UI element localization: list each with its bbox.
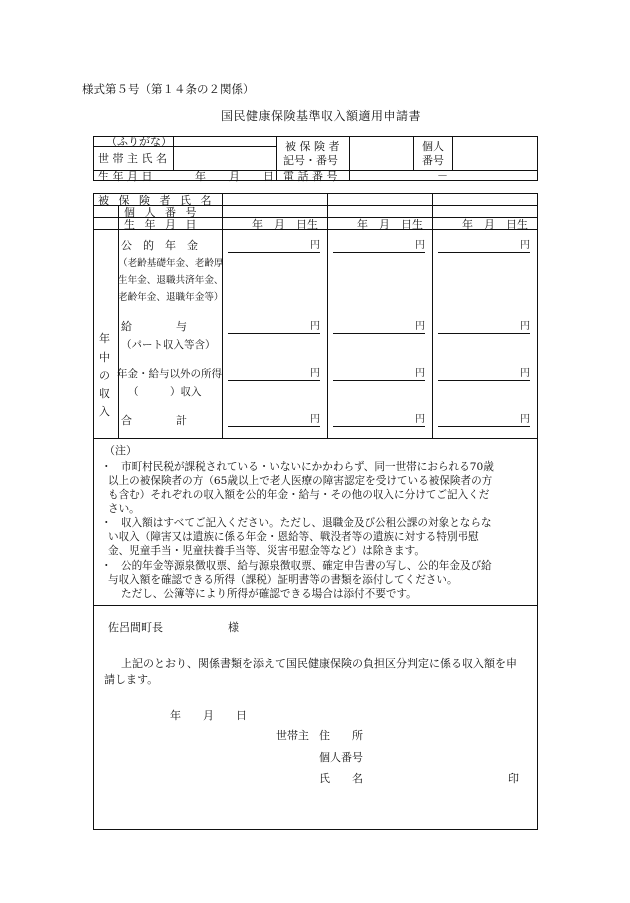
pension-note-3: 老齢年金、退職年金等） [118,292,224,303]
pension-amount-3[interactable] [438,240,530,253]
applicant-name-label: 氏 名 [319,772,363,785]
yen-unit: 円 [415,321,425,332]
other-income-label-2: （ ）収入 [128,386,202,398]
yen-unit: 円 [520,240,530,251]
person-number-label: 個 人 番 号 [124,206,200,219]
insured-label-left [276,136,277,181]
annual-income-char-2: 中 [99,351,110,364]
application-body-1: 上記のとおり、関係書類を添えて国民健康保険の負担区分判定に係る収入額を申 [121,657,517,670]
total-amount-1[interactable] [228,414,320,427]
note-bullet-1: ・ [101,461,112,473]
note-bullet-2: ・ [101,517,112,529]
person-3-left [432,193,433,438]
annual-income-char-4: 収 [99,387,110,400]
notes-bottom-divider [93,605,538,606]
total-amount-2[interactable] [333,414,425,427]
addressee: 佐呂間町長 [108,621,163,634]
salary-label: 給 与 [121,320,187,333]
annual-income-char-3: の [99,369,110,382]
phone-label: 電 話 番 号 [283,170,338,183]
yen-unit: 円 [520,414,530,425]
note-2-line-2: い収入（障害又は遺族に係る年金・恩給等、戦没者等の遺族に対する特別弔慰 [108,531,479,543]
householder-label: 世帯主 [276,729,309,742]
address-label: 住 所 [319,729,363,742]
note-1-line-4: さい。 [108,503,140,515]
note-2-line-1: 収入額はすべてご記入ください。ただし、退職金及び公租公課の対象とならな [121,517,492,529]
application-body-2: 請します。 [104,673,159,686]
note-1-line-3: も含む）それぞれの収入額を公的年金・給与・その他の収入に分けてご記入くだ [108,489,490,501]
pension-amount-2[interactable] [333,240,425,253]
note-bullet-3: ・ [101,560,112,572]
seal-mark: 印 [508,772,519,785]
salary-amount-2[interactable] [333,321,425,334]
name-label-divider [173,136,174,170]
pension-note-2: 生年金、退職共済年金、 [118,275,224,286]
total-amount-3[interactable] [438,414,530,427]
salary-note: （パート収入等含） [121,339,216,351]
note-3-line-1: 公的年金等源泉徴収票、給与源泉徴収票、確定申告書の写し、公的年金及び給 [121,560,492,572]
insured-number-label: 記号・番号 [283,154,338,167]
income-column-divider [118,205,119,438]
birth-day-label: 日 [263,170,274,183]
furigana-label: （ふりがな） [106,135,172,148]
salary-amount-3[interactable] [438,321,530,334]
note-3-line-2: 与収入額を確認できる所得（課税）証明書等の書類を添付してください。 [108,574,458,586]
yen-unit: 円 [520,321,530,332]
form-title: 国民健康保険基準収入額適用申請書 [221,109,422,123]
income-table-bottom [93,438,538,439]
personal-number-value-left [452,136,453,170]
applicant-personal-number-label: 個人番号 [319,751,363,764]
birth-month-label: 月 [229,170,240,183]
annual-income-char-5: 入 [99,405,110,418]
yen-unit: 円 [520,368,530,379]
other-amount-1[interactable] [228,368,320,381]
phone-separator: － [437,169,448,182]
yen-unit: 円 [310,321,320,332]
yen-unit: 円 [310,240,320,251]
yen-unit: 円 [415,368,425,379]
person-1-left [222,193,223,438]
note-1-line-1: 市町村民税が課税されている・いないにかかわらず、同一世帯におられる70歳 [121,461,494,473]
other-amount-3[interactable] [438,368,530,381]
other-income-label: 年金・給与以外の所得 [117,368,222,380]
insured-name-label: 被 保 険 者 氏 名 [98,194,215,207]
birth-year-label: 年 [195,170,206,183]
pension-note-1: （老齢基礎年金、老齢厚 [118,258,224,269]
application-date: 年 月 日 [170,709,247,722]
person-3-birth: 年 月 日生 [462,218,528,231]
note-1-line-2: 以上の被保険者の方（65歳以上で老人医療の障害認定を受けている被保険者の方 [108,475,493,487]
note-3-line-3: ただし、公簿等により所得が確認できる場合は添付不要です。 [121,588,417,600]
salary-amount-1[interactable] [228,321,320,334]
personal-number-label-1: 個人 [422,140,444,153]
yen-unit: 円 [415,414,425,425]
insured-symbol-label: 被 保 険 者 [285,140,340,153]
notes-title: （注） [104,444,137,457]
householder-name-label: 世 帯 主 氏 名 [98,152,167,165]
yen-unit: 円 [415,240,425,251]
person-1-birth: 年 月 日生 [252,218,318,231]
person-birth-label: 生 年 月 日 [124,218,200,231]
honorific: 様 [228,621,239,634]
note-2-line-3: 金、児童手当・児童扶養手当等、災害弔慰金等など）は除きます。 [108,545,425,557]
pension-label: 公 的 年 金 [121,239,198,252]
birth-date-label: 生 年 月 日 [98,170,153,183]
other-amount-2[interactable] [333,368,425,381]
person-2-left [327,193,328,438]
insured-value-left [349,136,350,181]
annual-income-char-1: 年 [99,332,110,345]
yen-unit: 円 [310,368,320,379]
form-number: 様式第５号（第１４条の２関係） [82,82,255,96]
pension-amount-1[interactable] [228,240,320,253]
personal-number-left [413,136,414,170]
person-2-birth: 年 月 日生 [357,218,423,231]
yen-unit: 円 [310,414,320,425]
main-form-frame [93,193,538,830]
personal-number-label-2: 番号 [422,154,444,167]
total-label: 合 計 [121,414,187,427]
